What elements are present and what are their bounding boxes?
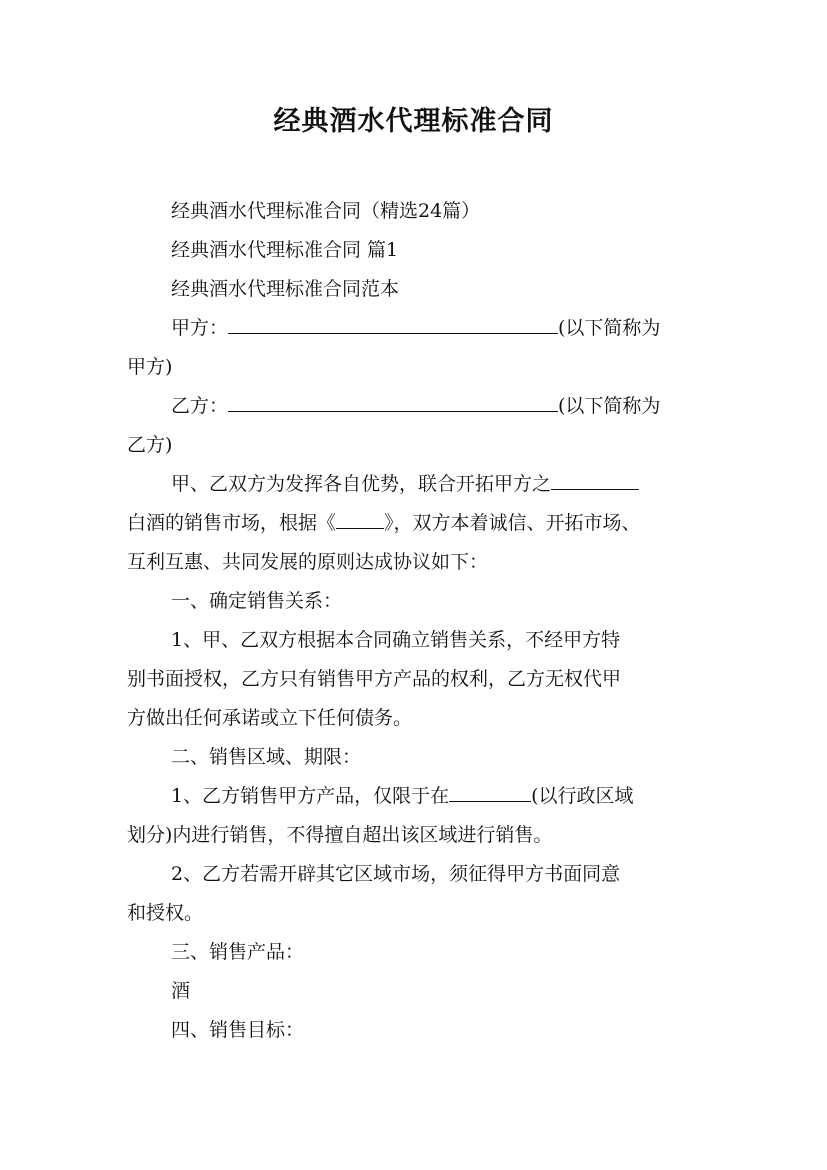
template-name: 经典酒水代理标准合同范本 — [171, 278, 400, 300]
party-a-line — [171, 313, 660, 343]
party-b-line — [171, 391, 660, 421]
section-2-heading: 二、销售区域、期限： — [171, 746, 362, 768]
section-2-item-2-line-1: 2、乙方若需开辟其它区域市场，须征得甲方书面同意 — [171, 863, 621, 885]
intro-line-2 — [127, 508, 641, 538]
party-a-blank — [228, 316, 558, 334]
section-1-item-1-line-1: 1、甲、乙双方根据本合同确立销售关系，不经甲方特 — [171, 629, 621, 651]
document-title: 经典酒水代理标准合同 — [273, 106, 554, 137]
party-a-label: 甲方： — [171, 317, 229, 339]
section-2-item-1-text-a: 1、乙方销售甲方产品，仅限于在 — [171, 785, 450, 807]
section-2-item-1-line-2: 划分)内进行销售，不得擅自超出该区域进行销售。 — [127, 824, 553, 846]
section-3-item: 酒 — [171, 980, 191, 1002]
intro-text-2b: 》，双方本着诚信、开拓市场、 — [384, 512, 641, 534]
region-blank — [449, 784, 531, 802]
party-b-suffix: (以下简称为 — [558, 395, 661, 417]
party-a-cont: 甲方) — [127, 356, 173, 378]
intro-line-3: 互利互惠、共同发展的原则达成协议如下： — [127, 551, 489, 573]
party-a-suffix: (以下简称为 — [558, 317, 661, 339]
section-1-heading: 一、确定销售关系： — [171, 590, 343, 612]
document-subtitle: 经典酒水代理标准合同（精选24篇） — [171, 200, 481, 222]
party-b-label: 乙方： — [171, 395, 229, 417]
section-1-item-1-line-3: 方做出任何承诺或立下任何债务。 — [127, 707, 413, 729]
section-3-heading: 三、销售产品： — [171, 941, 305, 963]
intro-text-1: 甲、乙双方为发挥各自优势，联合开拓甲方之 — [171, 473, 552, 495]
party-b-cont: 乙方) — [127, 434, 173, 456]
section-1-item-1-line-2: 别书面授权，乙方只有销售甲方产品的权利，乙方无权代甲 — [127, 668, 622, 690]
section-heading: 经典酒水代理标准合同 篇1 — [171, 239, 399, 261]
intro-blank-2 — [336, 511, 384, 529]
intro-blank-1 — [551, 472, 639, 490]
section-2-item-1-text-b: (以行政区域 — [531, 785, 634, 807]
section-2-item-2-line-2: 和授权。 — [127, 902, 204, 924]
intro-line-1 — [171, 469, 639, 499]
party-b-blank — [228, 394, 558, 412]
section-4-heading: 四、销售目标： — [171, 1019, 305, 1041]
section-2-item-1-line-1 — [171, 781, 634, 811]
intro-text-2a: 白酒的销售市场，根据《 — [127, 512, 337, 534]
